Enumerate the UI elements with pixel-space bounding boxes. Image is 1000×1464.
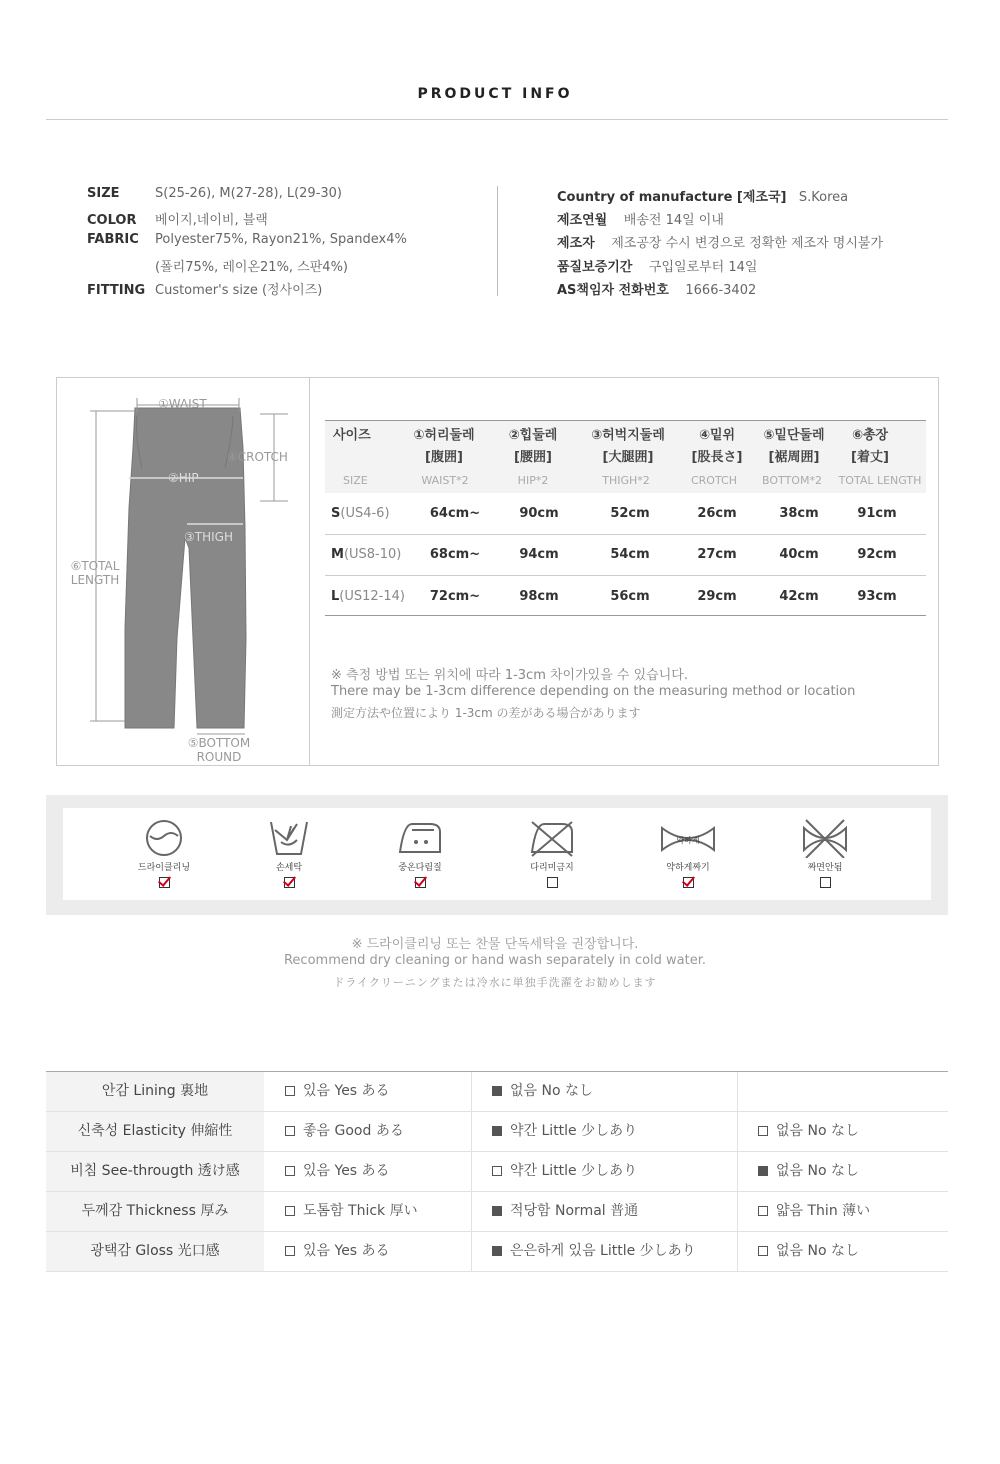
feature-row-see-through [46, 1152, 948, 1192]
info-value: (폴리75%, 레이온21%, 스판4%) [155, 260, 348, 275]
bottom-round-label [182, 736, 256, 764]
cell-crotch: 27cm [697, 547, 737, 562]
info-warranty [557, 256, 757, 275]
feature-option [758, 1112, 859, 1151]
care-checkbox [683, 877, 694, 888]
info-label: 제조연월 [557, 213, 608, 228]
care-item-no-wring [790, 818, 860, 888]
cell-waist: 68cm~ [429, 547, 481, 562]
header-cjk: [股長さ] [691, 450, 743, 465]
info-label: SIZE [87, 186, 120, 201]
feature-row-gloss [46, 1232, 948, 1272]
info-country [557, 186, 848, 205]
option-text: 있음 Yes ある [303, 1163, 390, 1179]
size-us: (US4-6) [340, 506, 390, 521]
row-size [331, 589, 405, 604]
info-value: Polyester75%, Rayon21%, Spandex4% [155, 232, 407, 247]
cell-thigh: 52cm [610, 506, 650, 521]
size-table-bottom-rule [325, 615, 926, 616]
option-box [285, 1126, 295, 1136]
total-length-line-2: LENGTH [70, 573, 120, 587]
option-box [492, 1126, 502, 1136]
feature-option [492, 1112, 637, 1151]
info-label: FABRIC [87, 232, 139, 247]
care-label: 드라이클리닝 [137, 863, 191, 873]
size-note-en: There may be 1-3cm difference depending on the measuring method or location [331, 684, 856, 699]
cell-bottom: 38cm [779, 506, 819, 521]
size-note-ko: ※ 측정 방법 또는 위치에 따라 1-3cm 차이가있을 수 있습니다. [331, 668, 688, 683]
option-text: 약간 Little 少しあり [510, 1163, 638, 1179]
option-box [758, 1206, 768, 1216]
option-box [492, 1086, 502, 1096]
row-size [331, 547, 401, 562]
row-size [331, 506, 390, 521]
care-label: 약하게짜기 [666, 863, 710, 873]
info-fabric-ko [87, 256, 348, 275]
info-maker [557, 232, 883, 251]
size-letter: M [331, 547, 344, 562]
header-waist [401, 425, 487, 469]
care-label: 짜면안됨 [807, 863, 843, 873]
header-crotch [680, 425, 754, 469]
info-label: 제조자 [557, 236, 595, 251]
feature-option [285, 1232, 390, 1271]
option-box [758, 1246, 768, 1256]
size-note-ja: 測定方法や位置により 1-3cm の差がある場合があります [331, 706, 641, 720]
header-en-total: TOTAL LENGTH [838, 474, 922, 487]
option-box [758, 1126, 768, 1136]
feature-label: 신축성 Elasticity 伸縮性 [46, 1112, 264, 1151]
option-text: 약간 Little 少しあり [510, 1123, 638, 1139]
dry-clean-icon [142, 818, 186, 858]
info-divider [497, 186, 498, 296]
hip-label: ②HIP [168, 471, 199, 485]
option-text: 있음 Yes ある [303, 1083, 390, 1099]
size-chart-divider [309, 378, 310, 765]
header-en-waist: WAIST*2 [421, 474, 469, 487]
feature-option [285, 1192, 418, 1231]
feature-label: 안감 Lining 裏地 [46, 1072, 264, 1111]
care-checkbox [820, 877, 831, 888]
care-label: 손세탁 [275, 863, 303, 873]
bottom-round-line-1: ⑤BOTTOM [187, 736, 251, 750]
cell-bottom: 40cm [779, 547, 819, 562]
header-hip [494, 425, 572, 469]
header-bottom [752, 425, 836, 469]
care-note-en: Recommend dry cleaning or hand wash separately in cold water. [283, 953, 706, 968]
page-title: PRODUCT INFO [417, 86, 573, 102]
cell-total: 92cm [857, 547, 897, 562]
cell-hip: 98cm [519, 589, 559, 604]
cell-total: 93cm [857, 589, 897, 604]
header-thigh [578, 425, 678, 469]
option-box [285, 1206, 295, 1216]
feature-option [492, 1232, 696, 1271]
header-ko: ⑥총장 [851, 428, 889, 443]
option-text: 얇음 Thin 薄い [776, 1203, 871, 1219]
info-made-date [557, 209, 724, 228]
option-box [285, 1246, 295, 1256]
cell-thigh: 56cm [610, 589, 650, 604]
feature-label: 두께감 Thickness 厚み [46, 1192, 264, 1231]
feature-row-thickness [46, 1192, 948, 1232]
size-us: (US12-14) [339, 589, 405, 604]
option-box [492, 1206, 502, 1216]
header-cjk: [裾周囲] [768, 450, 820, 465]
option-text: 은은하게 있음 Little 少しあり [510, 1243, 696, 1259]
cell-total: 91cm [857, 506, 897, 521]
info-value: 1666-3402 [685, 283, 757, 298]
cell-bottom: 42cm [779, 589, 819, 604]
waist-label: ①WAIST [158, 397, 207, 411]
header-cjk: [腰囲] [514, 450, 552, 465]
care-label: 중온다림질 [398, 863, 442, 873]
thigh-label: ③THIGH [184, 530, 233, 544]
feature-row-elasticity [46, 1112, 948, 1152]
info-label: FITTING [87, 283, 146, 298]
info-value: S(25-26), M(27-28), L(29-30) [155, 186, 342, 201]
info-color [87, 209, 268, 228]
cell-waist: 64cm~ [429, 506, 481, 521]
cell-crotch: 26cm [697, 506, 737, 521]
option-box [492, 1166, 502, 1176]
info-value: 베이지,네이비, 블랙 [155, 213, 268, 228]
care-checkbox [415, 877, 426, 888]
header-en-thigh: THIGH*2 [602, 474, 650, 487]
header-ko: ⑤밑단둘레 [763, 428, 825, 443]
hand-wash-icon [267, 818, 311, 858]
care-item-iron [385, 818, 455, 888]
info-value: Customer's size (정사이즈) [155, 283, 323, 298]
option-text: 좋음 Good ある [303, 1123, 404, 1139]
iron-medium-icon [398, 818, 442, 858]
care-note-ko: ※ 드라이클리닝 또는 찬물 단독세탁을 권장합니다. [351, 937, 639, 952]
feature-option [285, 1112, 404, 1151]
info-label: Country of manufacture [제조국] [557, 190, 787, 205]
title-divider [46, 119, 948, 120]
info-value: 구입일로부터 14일 [648, 260, 758, 275]
wring-text: 약하게 [676, 836, 700, 845]
no-wring-icon [800, 818, 850, 858]
option-text: 적당함 Normal 普通 [510, 1203, 639, 1219]
cell-hip: 94cm [519, 547, 559, 562]
info-label: 품질보증기간 [557, 260, 633, 275]
size-letter: L [331, 589, 340, 604]
feature-option [758, 1232, 859, 1271]
info-value: 제조공장 수시 변경으로 정확한 제조자 명시불가 [611, 236, 884, 251]
header-en-bottom: BOTTOM*2 [762, 474, 822, 487]
option-box [285, 1086, 295, 1096]
info-fabric [87, 232, 407, 247]
care-item-wring-gently [653, 818, 723, 888]
care-item-no-iron [517, 818, 587, 888]
option-text: 없음 No なし [776, 1243, 859, 1259]
header-size [333, 425, 389, 447]
row-rule [325, 575, 926, 576]
option-box [285, 1166, 295, 1176]
size-letter: S [331, 506, 341, 521]
header-en-crotch: CROTCH [690, 474, 737, 487]
header-ko: ③허벅지둘레 [591, 428, 665, 443]
info-fitting [87, 279, 322, 298]
wring-gently-icon [658, 818, 718, 858]
option-text: 도톰함 Thick 厚い [303, 1203, 418, 1219]
cell-thigh: 54cm [610, 547, 650, 562]
option-text: 없음 No なし [776, 1163, 859, 1179]
header-ko: ①허리둘레 [413, 428, 475, 443]
info-label: AS책임자 전화번호 [557, 283, 669, 298]
no-iron-icon [530, 818, 574, 858]
care-checkbox [547, 877, 558, 888]
cell-hip: 90cm [519, 506, 559, 521]
feature-row-lining [46, 1072, 948, 1112]
crotch-label: ④CROTCH [227, 450, 288, 464]
total-length-label [66, 559, 124, 587]
header-en-size: SIZE [343, 474, 368, 487]
option-text: 있음 Yes ある [303, 1243, 390, 1259]
option-text: 없음 No なし [510, 1083, 593, 1099]
bottom-round-line-2: ROUND [196, 750, 242, 764]
header-ko: ②힙둘레 [508, 428, 558, 443]
care-item-dry-clean [129, 818, 199, 888]
care-checkbox [159, 877, 170, 888]
option-text: 없음 No なし [776, 1123, 859, 1139]
info-value: S.Korea [798, 190, 849, 205]
option-box [492, 1246, 502, 1256]
feature-option [758, 1152, 859, 1191]
cell-waist: 72cm~ [429, 589, 481, 604]
care-note-ja: ドライクリーニングまたは冷水に単独手洗濯をお勧めします [333, 976, 657, 989]
feature-option [492, 1152, 637, 1191]
header-en-hip: HIP*2 [517, 474, 549, 487]
info-label: COLOR [87, 213, 137, 228]
header-ko: 사이즈 [333, 428, 371, 443]
header-total [838, 425, 902, 469]
feature-option [492, 1072, 593, 1111]
feature-option [285, 1152, 390, 1191]
info-size [87, 186, 342, 201]
header-cjk: [腹囲] [425, 450, 463, 465]
header-ko: ④밑위 [698, 428, 736, 443]
care-label: 다리미금지 [530, 863, 574, 873]
feature-option [492, 1192, 638, 1231]
care-item-hand-wash [254, 818, 324, 888]
cell-crotch: 29cm [697, 589, 737, 604]
care-checkbox [284, 877, 295, 888]
size-us: (US8-10) [343, 547, 402, 562]
size-table-top-rule [325, 420, 926, 421]
total-length-line-1: ⑥TOTAL [70, 559, 120, 573]
feature-label: 광택감 Gloss 光口感 [46, 1232, 264, 1271]
feature-label: 비침 See-througth 透け感 [46, 1152, 264, 1191]
info-as-phone [557, 279, 756, 298]
feature-option [285, 1072, 390, 1111]
header-cjk: [着丈] [851, 450, 889, 465]
option-box [758, 1166, 768, 1176]
header-cjk: [大腿囲] [602, 450, 654, 465]
info-value: 배송전 14일 이내 [623, 213, 724, 228]
row-rule [325, 534, 926, 535]
feature-option [758, 1192, 870, 1231]
